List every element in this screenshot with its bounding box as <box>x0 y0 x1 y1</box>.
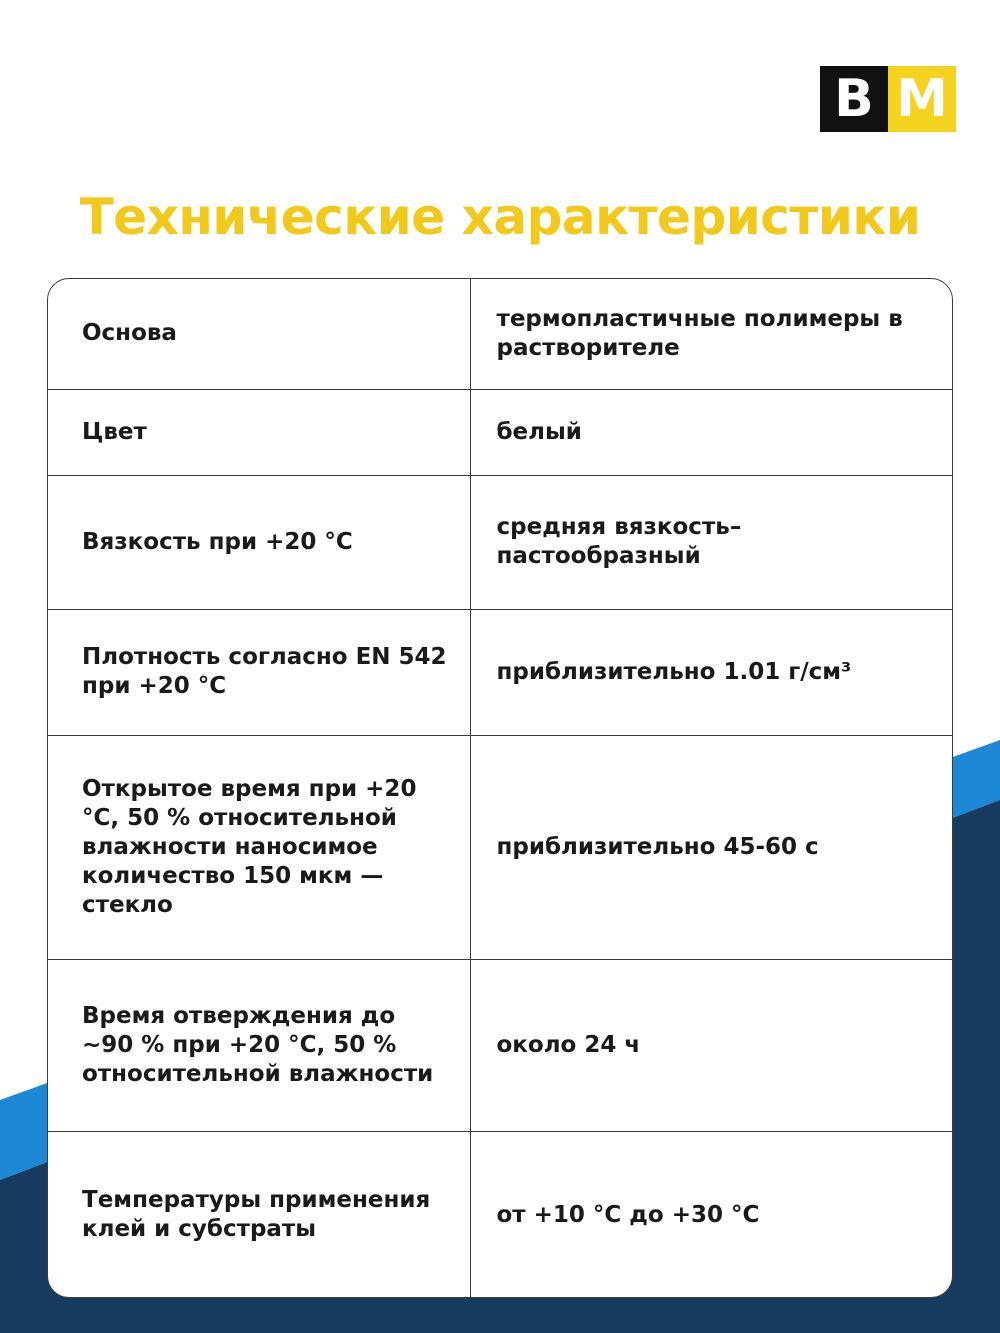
table-row <box>48 389 952 475</box>
table-row <box>48 609 952 735</box>
table-row <box>48 1131 952 1298</box>
spec-value-base: термопластичные полимеры в растворителе <box>470 279 952 389</box>
spec-label-temperature: Температуры применения клей и субстраты <box>48 1131 470 1298</box>
spec-value-viscosity: средняя вязкость–пастообразный <box>470 475 952 609</box>
logo-letter-b: B <box>820 66 888 132</box>
spec-label-color: Цвет <box>48 389 470 475</box>
spec-value-color: белый <box>470 389 952 475</box>
logo-letter-m: M <box>888 66 956 132</box>
brand-logo <box>820 66 956 132</box>
table-row <box>48 475 952 609</box>
spec-value-cure-time: около 24 ч <box>470 959 952 1131</box>
spec-label-base: Основа <box>48 279 470 389</box>
spec-label-density: Плотность согласно EN 542 при +20 °C <box>48 609 470 735</box>
table-row <box>48 279 952 389</box>
spec-label-cure-time: Время отверждения до ~90 % при +20 °C, 50 % относительной влажности <box>48 959 470 1131</box>
table-row <box>48 959 952 1131</box>
spec-value-density: приблизительно 1.01 г/см³ <box>470 609 952 735</box>
spec-value-temperature: от +10 °C до +30 °C <box>496 1201 760 1228</box>
spec-label-open-time: Открытое время при +20 °C, 50 % относительной влажности наносимое количество 150 мкм — стекло <box>48 735 470 959</box>
table-row <box>48 735 952 959</box>
spec-label-viscosity: Вязкость при +20 °C <box>48 475 470 609</box>
specs-table <box>47 278 953 1298</box>
page-title: Технические характеристики <box>79 188 921 246</box>
spec-value-open-time: приблизительно 45-60 с <box>470 735 952 959</box>
